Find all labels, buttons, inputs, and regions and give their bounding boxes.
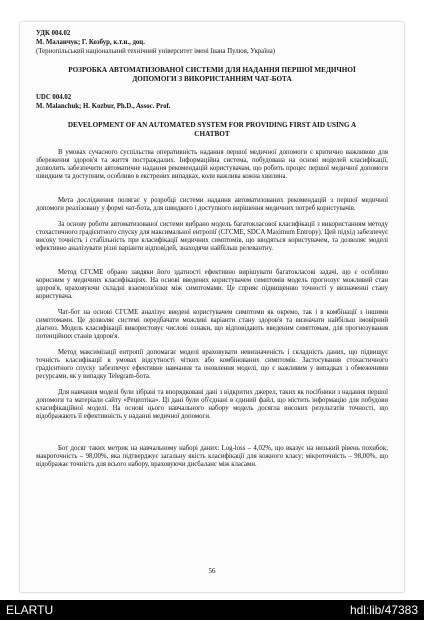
ukr-affiliation: (Тернопільський національний технічний університет імені Івана Пулюя, Україна)	[36, 48, 276, 55]
paragraph-intro: В умовах сучасного суспільства оперативність надання першої медичної допомоги є критично важливою для збереження здоров'я та життя постраждалих. Інформаційна система, побудована на основі моделей класифікації, дозволить забезпечити автоматичне надання рекомендацій користувачам, що робить процес першої медичної допомоги швидким та доступним, особливо в екстрених випадках, коли важлива кожна хвилина.	[36, 149, 388, 181]
eng-title: DEVELOPMENT OF AN AUTOMATED SYSTEM FOR PROVIDING FIRST AID USING A CHATBOT	[67, 121, 357, 138]
ukr-authors: М. Маланчук; Г. Козбур, к.т.н., доц.	[36, 39, 145, 46]
udk-code: УДК 004.02	[36, 30, 71, 37]
paragraph-goal: Мета дослідження полягає у розробці системи надання автоматизованих рекомендацій з першої медичної допомоги реалізовану у формі чат-бота, для швидкого і доступного вирішення медичних потреб користувачів.	[36, 197, 388, 213]
paragraph-method: Метод СГСМЕ обрано завдяки його здатності ефективно вирішувати багатокласові задачі, що є особливо корисним у медичних класифікаціях. На основі введених користувачем симптомів модель прогнозує можливий стан здоров'я, враховуючи складні взаємозв'язки між симптомами. Це сприяє підвищенню точності у визначенні стану користувача.	[36, 269, 388, 301]
paragraph-chatbot: Чат-бот на основі СГСМЕ аналізує введені користувачем симптоми як окремо, так і в комбінації з іншими симптомами. Це дозволяє системі передбачати можливі варіанти стану здоров'я та визначати найбільш імовірний діагноз. Модель класифікації використовує числові ознаки, що відповідають введеним симптомам, для прогнозування потенційних станів здоров'я.	[36, 309, 388, 341]
eng-authors: M. Malanchuk; H. Kozbur, Ph.D., Assoc. Prof.	[36, 103, 171, 110]
page-number: 56	[208, 567, 216, 575]
paragraph-entropy: Метод максимізації ентропії допомагає моделі враховувати невизначеність і складність даних, що підвищує точність класифікації в умовах відсутності чітких або комбінованих симптомів. Застосування стохастичного градієнтного спуску забезпечує ефективне навчання та оновлення моделі, що є важливим у випадках з обмеженими ресурсами, як у випадку Telegram-бота.	[36, 349, 388, 381]
footer-bar	[0, 600, 424, 620]
footer-repository-label: ELARTU	[6, 603, 54, 617]
footer-handle-label: hdl:lib/47383	[349, 603, 418, 617]
paragraph-metrics: Бот досяг таких метрик на навчальному наборі даних: Log-loss – 4,02%, що вказує на низький рівень похибок; макроточність – 98,00%, яка підтверджує загальну якість класифікації для кожного класу; мікроточність – 98,00%, що відображає точність для всього набору, враховуючи дисбаланс між класами.	[36, 445, 388, 469]
paragraph-training-data: Для навчання моделі були зібрані та впорядковані дані з відкритих джерел, таких як посібники з надання першої допомоги та матеріали сайту «Рецептіка». Ці дані були об'єднані в єдиний файл, що містить інформацію для побудови класифікаційної моделі. На основі цього навчального набору модель досягла високих результатів точності, що відображають її ефективність у наданні медичної допомоги.	[36, 389, 388, 421]
paragraph-model: За основу роботи автоматизованої системи вибрано модель багатокласової класифікації з використанням методу стохастичного градієнтного спуску для максимальної ентропії (СГСМЕ, SDCA Maximum Entropy). Цей підхід забезпечує високу точність і стабільність при класифікації медичних симптомів, що вводяться користувачем, та дозволяє моделі ефективно аналізувати різні варіанти відповідей, знаходячи найбільш релевантну.	[36, 221, 388, 253]
ukr-title: РОЗРОБКА АВТОМАТИЗОВАНОЇ СИСТЕМИ ДЛЯ НАДАННЯ ПЕРШОЇ МЕДИЧНОЇ ДОПОМОГИ З ВИКОРИСТАННЯМ ЧАТ-БОТА	[68, 66, 356, 83]
udc-code: UDC 004.02	[36, 94, 72, 101]
